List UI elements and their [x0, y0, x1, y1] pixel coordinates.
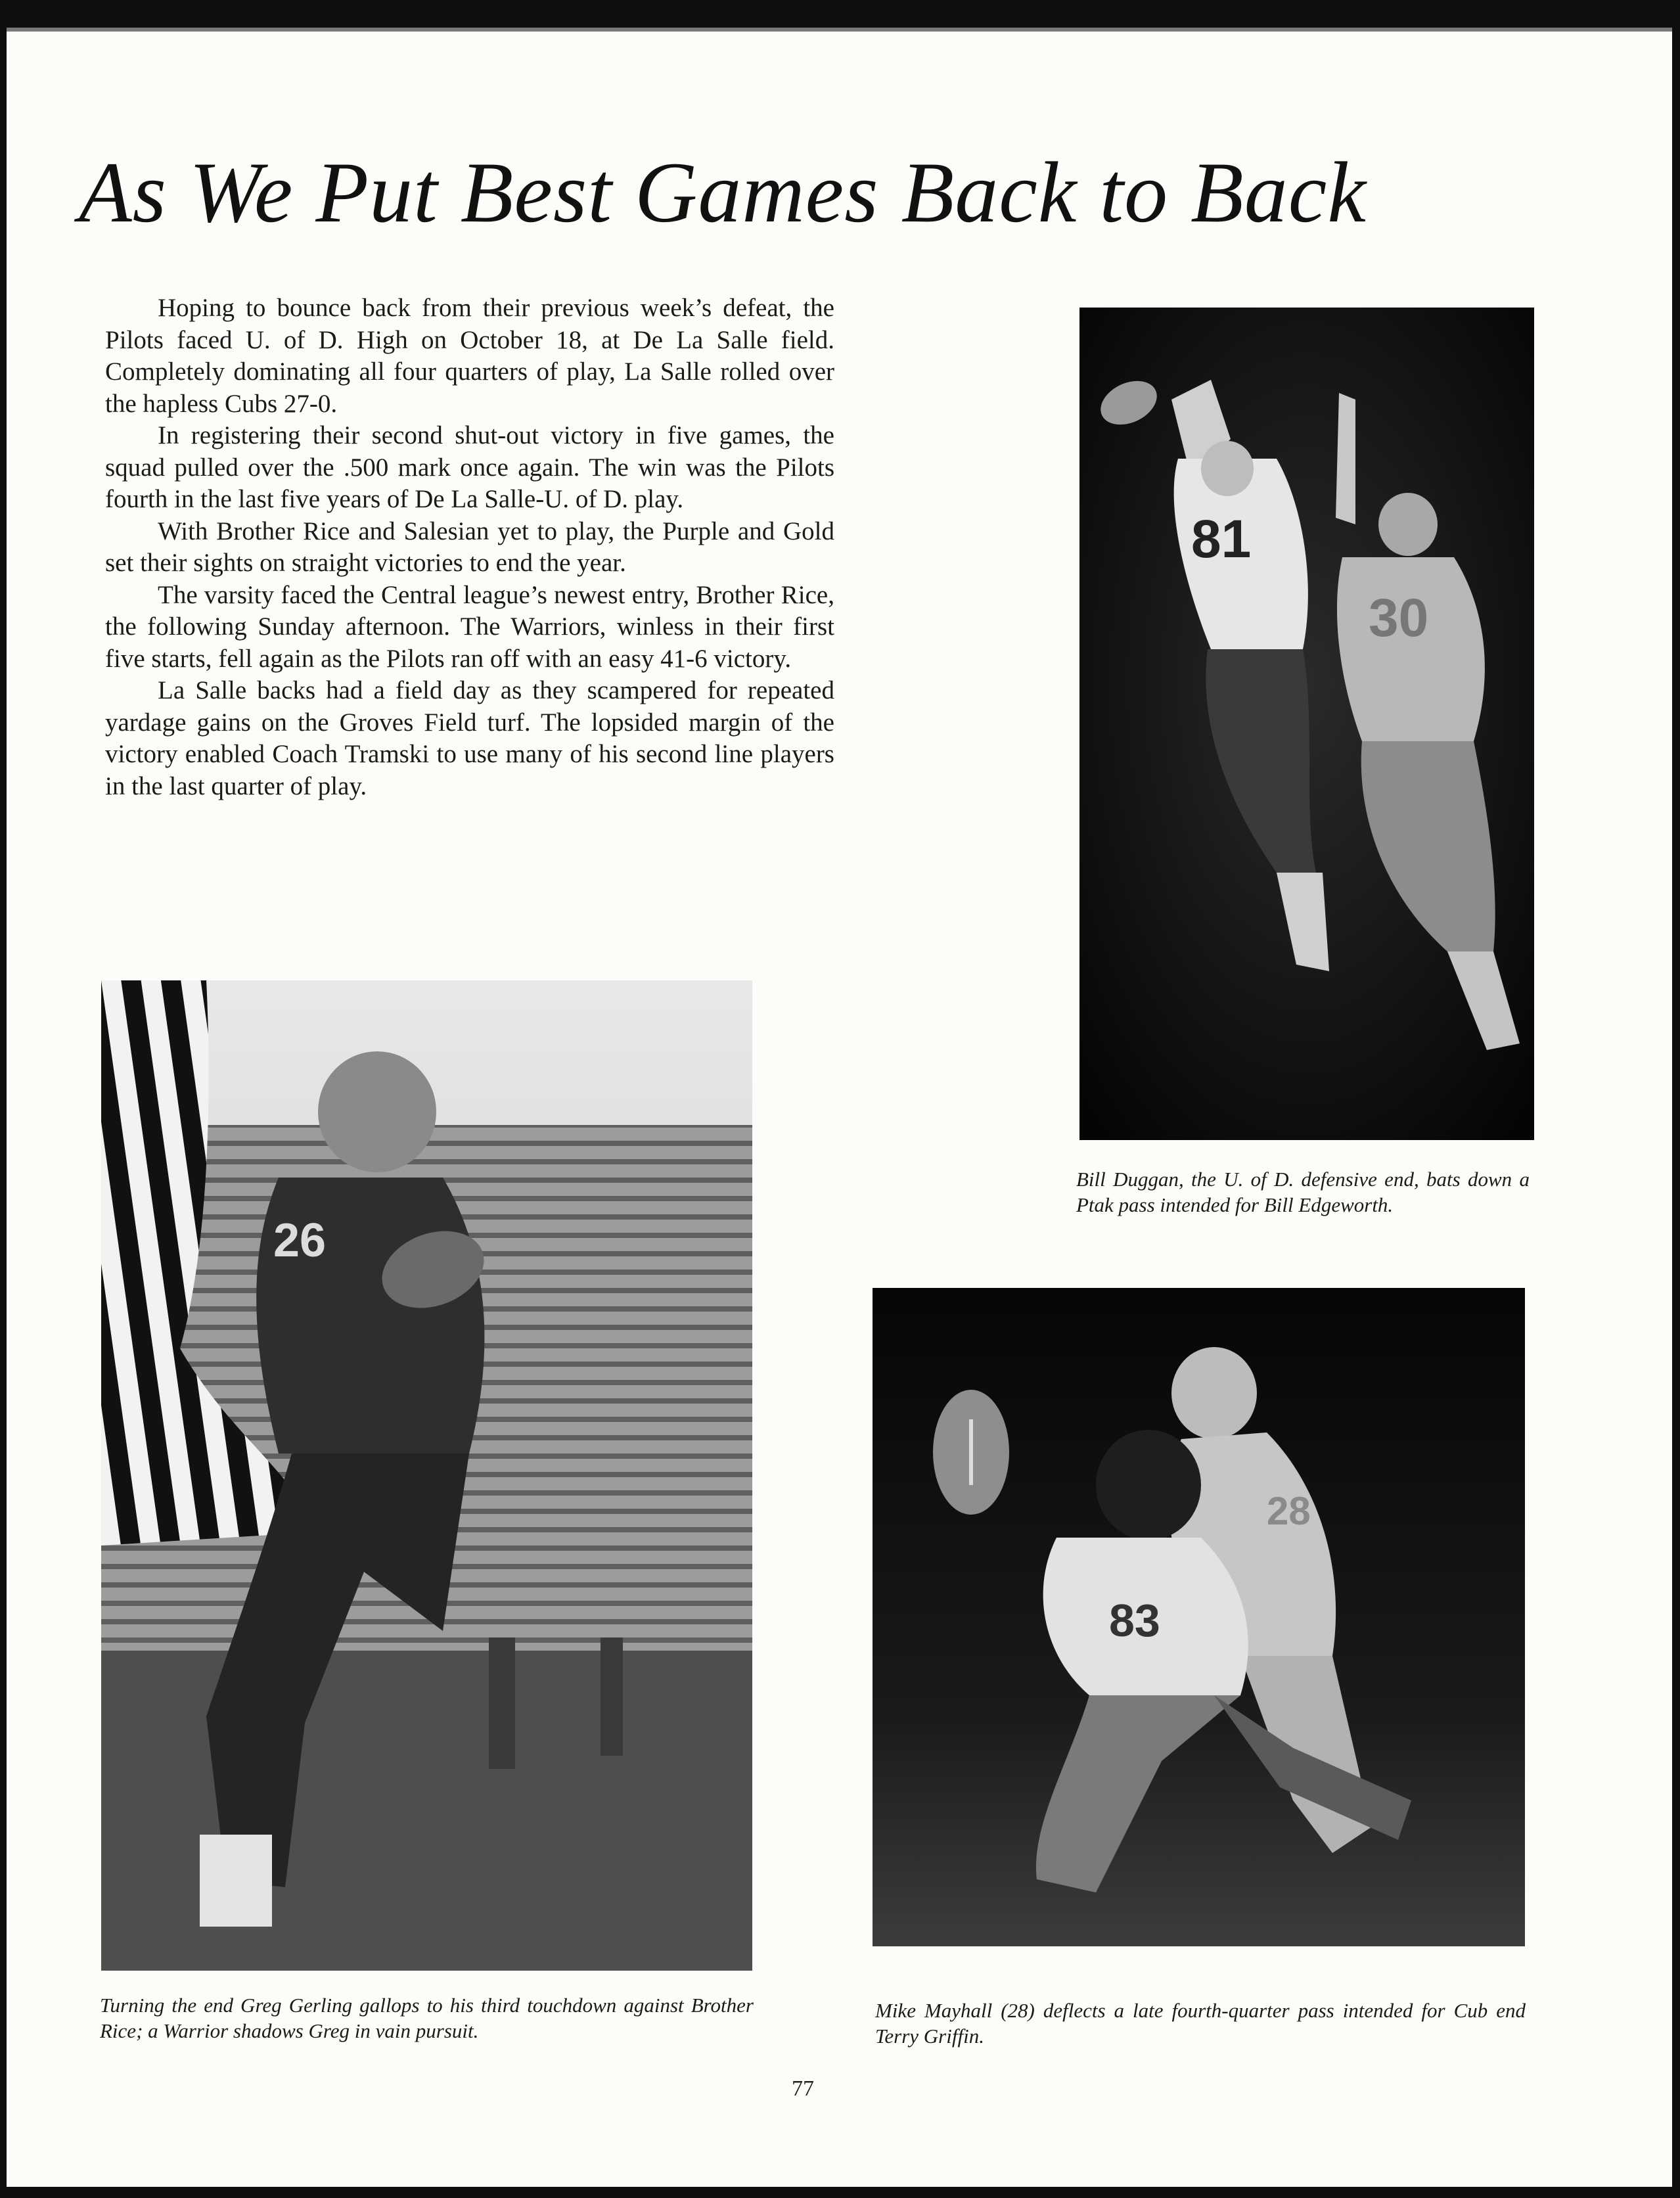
- article-paragraph: In registering their second shut-out victory in five games, the squad pulled over the .500 mark once again. The win was the Pilots fourth in the last five years of De La Salle-U. of D. play.: [105, 421, 834, 513]
- yearbook-page: [7, 28, 1672, 2187]
- photo-duggan-graphic: [1079, 308, 1534, 1140]
- photo-duggan-pass-defense: [1079, 308, 1534, 1140]
- article-paragraph: The varsity faced the Central league’s newest entry, Brother Rice, the following Sunday afternoon. The Warriors, winless in their first five starts, fell again as the Pilots ran off with an easy 41-6 victory.: [105, 580, 834, 673]
- caption-mayhall: Mike Mayhall (28) deflects a late fourth-quarter pass intended for Cub end Terry Griffin.: [875, 1999, 1526, 2048]
- article-paragraph: With Brother Rice and Salesian yet to play, the Purple and Gold set their sights on straight victories to end the year.: [105, 516, 834, 577]
- article-body: [105, 292, 834, 802]
- article-paragraph: La Salle backs had a field day as they scampered for repeated yardage gains on the Groves Field turf. The lopsided margin of the victory enabled Coach Tramski to use many of his second line players in the last quarter of play.: [105, 676, 834, 800]
- photo-gerling-graphic: [101, 980, 752, 1971]
- photo-mayhall-deflection: [873, 1288, 1525, 1946]
- photo-mayhall-graphic: [873, 1288, 1525, 1946]
- photo-gerling-touchdown: [101, 980, 752, 1971]
- caption-duggan: Bill Duggan, the U. of D. defensive end, bats down a Ptak pass intended for Bill Edgeworth.: [1076, 1168, 1530, 1216]
- jersey-number-right: 30: [1369, 588, 1429, 648]
- jersey-number-receiver: 83: [1109, 1595, 1160, 1646]
- page-title: As We Put Best Games Back to Back: [79, 144, 1367, 240]
- jersey-number-runner: 26: [273, 1214, 327, 1267]
- jersey-number-left: 81: [1191, 509, 1252, 569]
- page-number: 77: [792, 2076, 814, 2101]
- jersey-number-tackler: 28: [1267, 1489, 1311, 1533]
- article-paragraph: Hoping to bounce back from their previous week’s defeat, the Pilots faced U. of D. High on October 18, at De La Salle field. Completely dominating all four quarters of play, La Salle rolled over the hapless Cubs 27-0.: [105, 294, 834, 418]
- caption-gerling: Turning the end Greg Gerling gallops to his third touchdown against Brother Rice; a Warrior shadows Greg in vain pursuit.: [100, 1994, 754, 2042]
